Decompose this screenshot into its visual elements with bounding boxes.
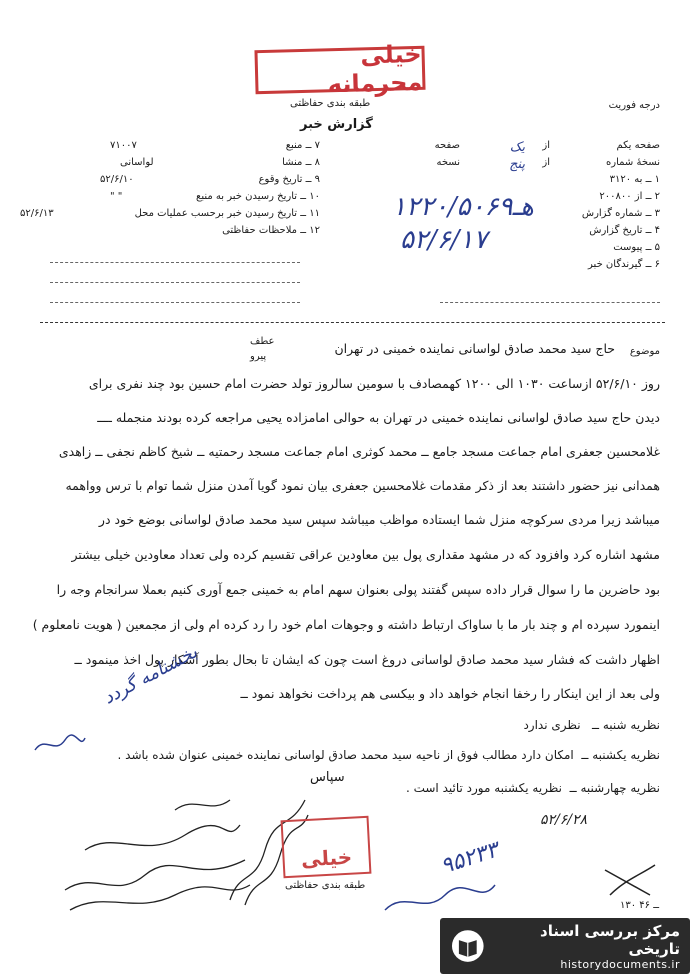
handwritten-reference-number: ۱۲هـ۲۰/۵۰۶۹ [392,192,534,222]
body-line: همدانی نیز حضور داشتند بعد از ذکر مقدمات غلامحسین جعفری بیان نمود گویا آمدن منزل شما توام با ترس وواهمه [65,478,660,493]
rule [50,262,300,263]
handwritten-date: ۵۲/۶/۲۸ [540,812,588,828]
right-field-recipients: ۶ ــ گیرندگان خبر [588,259,660,270]
note-wednesday: نظریه چهارشنبه ــ نظریه یکشنبه مورد تائید است . [405,781,660,795]
handwritten-number: ۹۵۲۳۳ [437,837,502,880]
body-line: ولی بعد از این اینکار را رخفا انجام خواهد داد و بیکسی هم پرداخت نخواهد نمود ــ [240,686,660,701]
body-line: مشهد اشاره کرد وافزود که در مشهد مقداری پول بین معاودین عراقی تقسیم کرده ولی تعداد معاودین خیلی بیشتر [71,547,660,562]
body-line: اینمورد سپرده ام و چند بار ما با ساواک ارتباط داشته و وجوهات امام خود را رد کرده ام ولی از مجمعین ( هویت نامعلوم ) [32,617,660,632]
watermark-title: مرکز بررسی اسناد تاریخی [540,921,680,958]
rule [50,282,300,283]
handwritten-scribble [380,880,500,920]
right-field-page: صفحه یکم از یک صفحه [434,140,660,155]
right-field-from: ۲ ــ از ۲۰۰۸۰۰ [599,191,660,202]
body-line: دیدن حاج سید صادق لواسانی نماینده خمینی در تهران به حوالی امامزاده یحیی مراجعه کرده بودند منجمله ــــ [97,410,660,425]
urgency-label: درجه فوریت [608,100,660,111]
body-line: بود حاضرین ما را سوال قرار داده سپس گفتند پولی بعنوان سهم امام به خمینی جمع آوری کنیم بعملا سرانجام وجه را [56,582,660,597]
report-title: گزارش خبر [300,117,373,132]
right-field-attachment: ۵ ــ پیوست [613,242,660,253]
left-field-event-date: ۹ ــ تاریخ وقوع ۵۲/۶/۱۰ [100,174,320,185]
rule [50,302,300,303]
note-sunday: نظریه یکشنبه ــ امکان دارد مطالب فوق از ناحیه سید محمد صادق لواسانی نماینده خمینی عنوان شده باشد . [117,748,660,762]
body-line: اظهار داشت که فشار سید محمد صادق لواسانی دروغ است چون که ایشان تا بحال بطور آشکار پول اخذ مینمود ــ [74,652,660,667]
right-field-to: ۱ ــ به ۳۱۲۰ [609,174,660,185]
handwritten-scribble [600,860,660,900]
watermark [440,918,690,974]
body-line: غلامحسین جعفری امام جماعت مسجد جامع ــ محمد کوثری امام جماعت مسجد رحمتیه ــ شیخ کاظم نجفی ــ زاهدی [58,444,660,459]
book-logo-icon [450,928,486,964]
peyro-label: پیرو [250,351,267,362]
subject-text: حاج سید محمد صادق لواسانی نماینده خمینی در تهران [334,341,615,356]
handwritten-scribble [30,730,90,760]
watermark-url: historydocuments.ir [560,957,680,971]
right-field-copy: نسخهٔ شماره از پنج نسخه [436,157,660,172]
handwritten-margin-note: بخشنامه گردد [100,641,201,709]
right-field-report-number: ۳ ــ شماره گزارش [581,208,660,219]
section-separator [40,322,665,323]
left-fields [20,140,320,242]
left-field-source-receipt-date: ۱۰ ــ تاریخ رسیدن خبر به منبع " " [110,191,320,202]
left-field-source: ۷ ــ منبع ۷۱۰۰۷ [110,140,320,151]
classification-label: طبقه بندی حفاظتی [290,98,371,109]
left-field-security-notes: ۱۲ ــ ملاحظات حفاظتی [222,225,320,236]
handwritten-reference-date: ۵۲/۶/۱۷ [400,225,488,255]
form-code: ۱۳۰ ــ ۴۶ [620,900,660,911]
body-line: روز ۵۲/۶/۱۰ ازساعت ۱۰۳۰ الی ۱۲۰۰ کهمصادف با سومین سالروز تولد حضرت امام حسین بود چند نفری برای [88,376,660,391]
atf-label: عطف [250,336,275,347]
right-field-report-date: ۴ ــ تاریخ گزارش [589,225,660,236]
note-saturday: نظریه شنبه ــ نظری ندارد [523,718,660,732]
subject-label: موضوع [629,346,660,357]
bottom-classification-label: طبقه بندی حفاظتی [285,880,366,891]
bottom-classification-stamp: خیلی [281,816,372,879]
classification-stamp: خیلی محرمانه [254,46,425,94]
body-line: میباشد زیرا مردی سرکوچه منزل شما ایستاده مواظب میباشد سپس سید محمد صادق لواسانی بوضع خود در [98,512,660,527]
signature-word: سپاس [310,770,345,785]
left-field-origin: ۸ ــ منشا لواسانی [120,157,320,168]
rule [440,302,660,303]
left-field-local-receipt-date: ۱۱ ــ تاریخ رسیدن خبر برحسب عملیات محل ۵۲/۶/۱۳ [20,208,320,219]
